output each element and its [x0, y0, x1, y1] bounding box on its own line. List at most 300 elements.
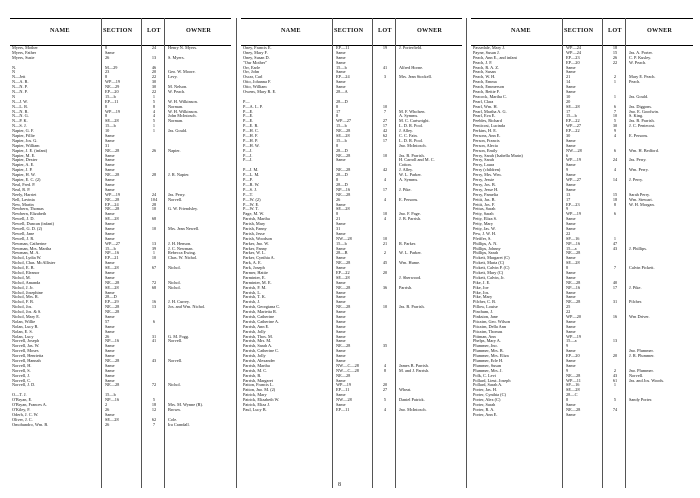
row-name: Person, Francis: [473, 137, 500, 143]
row-name: Parrish, M. C.: [243, 367, 268, 373]
row-name: Newman, M. A.: [12, 250, 40, 256]
row-section: Same: [336, 79, 346, 85]
row-section: 8: [336, 177, 339, 183]
row-owner: Jas. A. Porter.: [629, 49, 653, 55]
row-name: Polk, C. Levi: [473, 372, 496, 378]
row-lot: 4: [383, 362, 387, 368]
row-name: Penticost, Lucinda: [473, 123, 505, 129]
row-section: WP—19: [566, 333, 582, 339]
row-section: Same: [336, 377, 346, 383]
row-owner: Mrs. Jean Newell.: [168, 225, 200, 231]
row-owner: Jno. E. Goodwin.: [629, 108, 659, 114]
row-owner: M. and J. Parrish.: [399, 367, 430, 373]
row-lot: 41: [151, 338, 157, 344]
row-name: Nell, Lavinia: [12, 196, 35, 202]
row-lot: 62: [382, 133, 388, 139]
row-section: 17: [566, 196, 571, 202]
row-section: Same: [336, 49, 346, 55]
row-lot: 8: [152, 103, 156, 109]
row-name: Oscar, Carl: [243, 74, 263, 80]
row-name: Nichol, J. Jr.: [12, 284, 34, 290]
row-lot: 68: [151, 216, 157, 222]
row-name: Porter, Ann E.: [473, 411, 498, 417]
row-name: Pfeiffer, S.: [473, 235, 492, 241]
row-section: NE—28: [566, 372, 581, 378]
row-name: Pitcairn, Thomas: [473, 328, 503, 334]
row-name: Otto, William: [243, 84, 267, 90]
row-owner: A. Symms.: [399, 177, 419, 183]
row-owner: Calvin Pickett.: [629, 265, 655, 271]
row-lot: 2: [613, 74, 617, 80]
row-owner: Jno. F. Page.: [399, 211, 421, 217]
row-lot: 6: [152, 318, 156, 324]
row-name: Napier, Fillie: [12, 133, 35, 139]
row-name: Peach, R. A. Z.: [473, 64, 500, 70]
row-name: Newell, Duncan (infant): [12, 221, 54, 227]
row-lot: 2: [613, 367, 617, 373]
row-name: P—E.: [243, 113, 254, 119]
row-section: EP—11: [336, 406, 350, 412]
row-name: Person, Alecia: [473, 142, 498, 148]
row-section: NW—28: [336, 397, 352, 403]
row-name: P—E.: [243, 118, 254, 124]
row-section: Same: [566, 348, 576, 354]
row-lot: 36: [382, 284, 388, 290]
row-section: EP—20: [105, 89, 119, 95]
column-divider: [164, 18, 165, 488]
row-section: SE—28: [336, 206, 350, 212]
row-lot: 28: [151, 201, 157, 207]
row-lot: 10: [151, 206, 157, 212]
row-section: 8: [336, 142, 339, 148]
row-owner: Henry N. Myers.: [168, 45, 198, 50]
row-name: Norvell, Hannah: [12, 358, 41, 363]
row-section: Same: [566, 323, 576, 329]
row-section: 26: [105, 421, 110, 427]
row-section: Same: [105, 137, 115, 143]
row-lot: 42: [382, 128, 388, 134]
row-section: Same: [566, 318, 576, 324]
row-name: Peacock, Martha C.: [473, 93, 507, 99]
row-owner: Nichol.: [168, 279, 181, 285]
row-section: Same: [105, 289, 115, 295]
row-lot: 1: [613, 235, 617, 241]
row-lot: 43: [612, 372, 618, 378]
row-owner: Wm Driver.: [629, 313, 650, 319]
column-divider: [332, 18, 333, 488]
row-lot: 24: [151, 191, 157, 197]
row-section: Same: [105, 343, 115, 349]
row-section: 8: [336, 103, 339, 109]
row-lot: 4: [383, 216, 387, 222]
row-lot: 61: [612, 377, 618, 383]
row-name: P—H. W.: [243, 142, 260, 148]
row-name: Norvell, H.: [12, 362, 32, 368]
row-name: Neal, Fred. P.: [12, 181, 36, 187]
row-lot: 22: [151, 74, 157, 80]
row-owner: Rebecca Ewing.: [168, 250, 196, 256]
row-section: Same: [336, 59, 346, 65]
row-name: Neely, Harriet: [12, 191, 37, 197]
row-owner: Jas. and Jos. Woods.: [629, 377, 665, 383]
row-section: 57: [105, 318, 110, 324]
row-name: Pearl, Eva E.: [473, 113, 496, 119]
row-lot: 9: [613, 128, 617, 134]
row-owner: J. Alley.: [399, 167, 413, 173]
row-section: 28—D: [105, 294, 117, 300]
row-owner: J. Pike.: [629, 284, 642, 290]
row-section: Same: [336, 255, 346, 261]
row-owner: Jno. Plummer.: [629, 367, 654, 373]
row-section: 28—C: [566, 392, 578, 398]
row-owner: M. F. Wholsen.: [399, 108, 426, 114]
row-section: EP—24: [336, 74, 350, 80]
row-name: N—N. R.: [12, 108, 29, 114]
row-name: Peach, Emma: [473, 79, 497, 85]
row-name: Napier, M. E.: [12, 152, 36, 158]
row-section: Same: [336, 294, 346, 300]
row-name: P—W. (2): [243, 196, 261, 202]
row-name: Pike, Jos.: [473, 289, 490, 295]
row-name: P—P.: [243, 177, 253, 183]
row-section: WP—19: [105, 79, 121, 85]
row-owner: W. H. Wilkinson.: [168, 108, 198, 114]
row-name: Norvell, S.: [12, 367, 31, 373]
row-name: Pike, J. E.: [473, 279, 491, 285]
row-section: Same: [105, 353, 115, 359]
row-name: Peach, Bettie F.: [473, 89, 500, 95]
row-owner: Jno. McIntosch.: [399, 406, 427, 412]
row-owner: L. D. R. Pool.: [399, 137, 423, 143]
row-lot: 18: [612, 196, 618, 202]
row-lot: 42: [382, 167, 388, 173]
row-name: Petty, Jas. W.: [473, 225, 496, 231]
row-name: N—A. R.: [12, 79, 29, 85]
row-section: Same: [566, 328, 576, 334]
row-name: O'Kiley, F.: [12, 406, 31, 412]
row-name: N—N. G.: [12, 113, 29, 119]
row-name: Norvell, J. D.: [12, 382, 36, 388]
row-owner: W. L. Parker.: [399, 172, 422, 178]
rows-container: [471, 46, 693, 418]
row-name: P—W. E.: [243, 201, 260, 207]
row-name: Parrish, Catherine C.: [243, 348, 280, 354]
column-divider: [602, 18, 603, 488]
row-lot: 8: [383, 367, 387, 373]
row-section: 8: [336, 211, 339, 217]
row-name: Owens, Mary R. E.: [243, 89, 277, 95]
row-name: Napier, Jos. G.: [12, 137, 38, 143]
row-section: NE—28: [105, 196, 120, 202]
row-owner: J. Perry.: [629, 177, 643, 183]
row-owner: Napier.: [168, 147, 181, 153]
row-name: Myers, Mother: [12, 45, 38, 50]
row-section: 15—b: [105, 245, 116, 251]
row-section: NW—28: [566, 147, 582, 153]
row-lot: 27: [382, 387, 388, 393]
row-section: NP—16: [566, 240, 581, 246]
row-section: Same: [566, 255, 576, 261]
row-name: Parrish, B.: [243, 372, 262, 378]
row-name: Peach, J. F.: [473, 59, 493, 65]
row-section: EP—22: [336, 269, 350, 275]
column-divider: [236, 18, 237, 488]
row-name: P—J. M.: [243, 167, 259, 173]
row-name: "Our Mother": [243, 59, 267, 65]
row-name: N—Jett: [12, 74, 26, 80]
row-name: Phillips, Johnny: [473, 245, 501, 251]
row-name: Myers, Father: [12, 49, 37, 55]
row-owner: J. Sherwood.: [399, 274, 422, 280]
row-lot: 1: [613, 382, 617, 388]
row-section: WP—27: [566, 123, 582, 129]
row-section: 15—a: [566, 245, 577, 251]
row-lot: 2: [383, 250, 387, 256]
row-name: P—J.: [243, 147, 253, 153]
row-section: Same: [336, 323, 346, 329]
row-name: Park, Joseph: [243, 265, 265, 271]
row-lot: 104: [150, 196, 158, 202]
row-section: Same: [105, 157, 115, 163]
row-lot: 39: [151, 245, 157, 251]
row-lot: 4: [152, 108, 156, 114]
row-lot: 18: [151, 402, 157, 408]
row-section: NE—28: [336, 343, 351, 349]
row-section: EP—11: [105, 98, 119, 104]
row-section: Same: [105, 323, 115, 329]
row-name: Pollard, Lieut. Joseph: [473, 377, 511, 383]
row-name: Pickett, Maria (C): [473, 260, 505, 266]
row-name: Petty, Eliza S.: [473, 216, 498, 222]
row-section: SE—28: [566, 387, 580, 393]
row-owner: J. Pike.: [399, 186, 412, 192]
row-name: Phillips, Sarah: [473, 250, 499, 256]
row-name: Pearl, Clara: [473, 98, 494, 104]
row-name: Parish, Jesse: [243, 230, 265, 236]
row-section: Same: [105, 162, 115, 168]
row-name: Plummer, Mrs. B.: [473, 348, 504, 354]
row-section: 20: [566, 98, 571, 104]
header-section: SECTION: [103, 27, 133, 34]
row-section: NE—28: [105, 279, 120, 285]
row-name: Nichol, Eleanor: [12, 269, 40, 275]
row-section: Same: [566, 269, 576, 275]
row-lot: 20: [382, 269, 388, 275]
row-lot: 67: [151, 265, 157, 271]
row-section: WP—20: [566, 313, 582, 319]
table-row: [10, 423, 231, 428]
row-section: 26: [105, 406, 110, 412]
row-name: Orr, John: [243, 69, 260, 75]
row-name: Nichol, Mrs. R.: [12, 294, 39, 300]
row-name: Peach, Ann E., and infant: [473, 54, 517, 60]
row-name: P—: [243, 98, 250, 104]
row-name: Parrish, Catherine A.: [243, 318, 280, 324]
row-name: P—T.: [243, 191, 254, 197]
row-lot: 17: [382, 186, 388, 192]
row-lot: 1: [152, 128, 156, 134]
row-owner: Norvell.: [168, 338, 183, 344]
row-section: Same: [566, 69, 576, 75]
row-name: Parmer, Hattie: [243, 269, 268, 275]
row-lot: 40: [612, 279, 618, 285]
row-name: O—T. J.: [12, 392, 27, 398]
row-name: Nichol, Jos. & S.: [12, 309, 42, 315]
row-owner: Sandy Porter.: [629, 397, 653, 403]
row-section: EP—29: [105, 299, 119, 305]
row-section: 9: [566, 367, 569, 373]
row-lot: 7: [383, 108, 387, 114]
row-section: NW—C—28: [336, 362, 359, 368]
row-name: Paul, Lucy B.: [243, 406, 267, 412]
header-name: NAME: [50, 27, 70, 34]
row-name: N: [12, 93, 16, 99]
row-name: P—H. P.: [243, 137, 258, 143]
row-owner: Wheat.: [399, 387, 412, 393]
row-section: SE—28: [566, 103, 580, 109]
row-lot: 22: [612, 59, 618, 65]
row-lot: 30: [612, 123, 618, 129]
row-name: Parrish, Marietta R.: [243, 309, 277, 315]
row-lot: 5: [152, 397, 156, 403]
row-owner: Jas. Gould.: [168, 128, 188, 134]
register-page: [10, 18, 693, 488]
row-lot: 31: [151, 333, 157, 339]
row-section: NE—28: [336, 284, 351, 290]
row-owner: Norvell.: [629, 372, 644, 378]
row-name: Park, A. E.: [243, 260, 262, 266]
row-name: Parish, Fanny: [243, 225, 267, 231]
row-lot: 15: [612, 191, 618, 197]
row-lot: 46: [151, 64, 157, 70]
row-name: Nichol, Josephine: [12, 289, 43, 295]
row-name: Nichol, Chas. McAllister: [12, 260, 56, 266]
row-lot: 10: [151, 255, 157, 261]
row-name: Pickett, Mary (C): [473, 269, 504, 275]
row-owner: Jos. and Wm. Nichol.: [168, 304, 206, 310]
row-lot: 68: [151, 284, 157, 290]
row-lot: 1: [613, 79, 617, 85]
row-name: New, Martin: [12, 201, 34, 207]
row-lot: 1: [152, 250, 156, 256]
row-name: Nichol, F. B.: [12, 299, 34, 305]
row-name: Perkins, H. E.: [473, 128, 497, 134]
row-name: Patrick, Eliza J.: [243, 402, 270, 408]
register-column-2: [241, 18, 462, 488]
row-name: Perry, Mrs. Wm.: [473, 172, 502, 178]
row-section: NP—16: [336, 186, 351, 192]
row-section: Same: [566, 162, 576, 168]
row-name: Norvell, Jas. W.: [12, 343, 40, 349]
row-owner: A. Symms.: [399, 113, 419, 119]
header-section: SECTION: [564, 27, 594, 34]
row-section: WP—11: [566, 377, 581, 383]
row-lot: 43: [151, 358, 157, 363]
column-divider: [625, 18, 626, 488]
row-lot: 22: [151, 89, 157, 95]
row-name: Petty, Sarah: [473, 211, 494, 217]
page-number: 8: [338, 482, 341, 488]
row-lot: 3: [383, 74, 387, 80]
column-divider: [395, 18, 396, 488]
row-lot: 12: [151, 406, 157, 412]
row-name: Peach, Emmerson: [473, 84, 505, 90]
row-name: N—J. W.: [12, 98, 28, 104]
row-owner: J. Phillips.: [629, 245, 648, 251]
row-section: Same: [105, 377, 115, 383]
row-name: N—L. R.: [12, 103, 29, 109]
row-lot: 7: [613, 265, 617, 271]
column-divider: [101, 18, 102, 488]
row-name: Pitcairn, Della Ann: [473, 323, 507, 329]
row-section: 15—a: [566, 338, 577, 344]
row-owner: Daniel Patrick.: [399, 397, 425, 403]
row-lot: 10: [382, 304, 388, 310]
row-owner: W. Peach.: [629, 59, 647, 65]
row-name: Napier, G. F.: [12, 128, 35, 134]
row-name: Pearl, Wm. H.: [473, 103, 498, 109]
row-lot: 17: [382, 123, 388, 129]
row-lot: 6: [613, 103, 617, 109]
row-owner: C. C. Fain.: [399, 133, 418, 139]
row-section: NE—28: [105, 358, 120, 363]
row-section: 14: [566, 79, 571, 85]
row-name: Napier, Dexter: [12, 157, 38, 163]
row-lot: 4: [613, 133, 617, 139]
row-section: EP—20: [566, 59, 580, 65]
row-lot: 72: [151, 382, 157, 388]
row-section: Same: [566, 274, 576, 280]
row-name: Napier, J. E. (infant): [12, 147, 48, 153]
row-section: NE—28: [336, 128, 351, 134]
row-section: EP—21: [105, 255, 119, 261]
rows-container: [10, 46, 231, 427]
row-section: 10: [566, 93, 571, 99]
row-owner: Parrish.: [399, 284, 413, 290]
row-section: Same: [566, 186, 576, 192]
row-section: 28—D: [336, 147, 348, 153]
row-name: Pittman, Ann: [473, 333, 496, 339]
row-owner: J. H. Currey.: [168, 299, 190, 305]
row-name: Porter, Jas. H.: [473, 387, 498, 393]
row-section: Same: [336, 221, 346, 227]
row-section: Same: [566, 172, 576, 178]
row-name: Parminter, E.: [243, 274, 266, 280]
header-owner: OWNER: [186, 27, 212, 34]
row-name: Patton, Francis L.: [243, 382, 274, 388]
row-section: EP—20: [566, 353, 580, 359]
row-section: NE—28: [105, 309, 120, 315]
row-lot: 6: [613, 147, 617, 153]
row-name: Parrish, Catherine: [243, 313, 275, 319]
row-owner: Nichol.: [168, 284, 181, 290]
row-section: Same: [105, 211, 115, 217]
row-owner: W. Peach.: [168, 89, 186, 95]
row-lot: 15: [612, 49, 618, 55]
column-header: [10, 18, 231, 46]
row-lot: 43: [612, 245, 618, 251]
row-lot: 13: [151, 240, 157, 246]
row-section: NE—28: [105, 206, 120, 212]
row-section: NP—16: [105, 250, 120, 256]
row-owner: M. C. Cartwright.: [399, 118, 430, 124]
row-lot: 5: [383, 397, 387, 403]
row-lot: 10: [612, 113, 618, 119]
row-name: Porter, Sarah: [473, 402, 496, 408]
row-name: Pillow, Louise: [473, 304, 498, 310]
row-lot: 28: [151, 172, 157, 178]
row-name: Parrish, F. M.: [243, 284, 267, 290]
